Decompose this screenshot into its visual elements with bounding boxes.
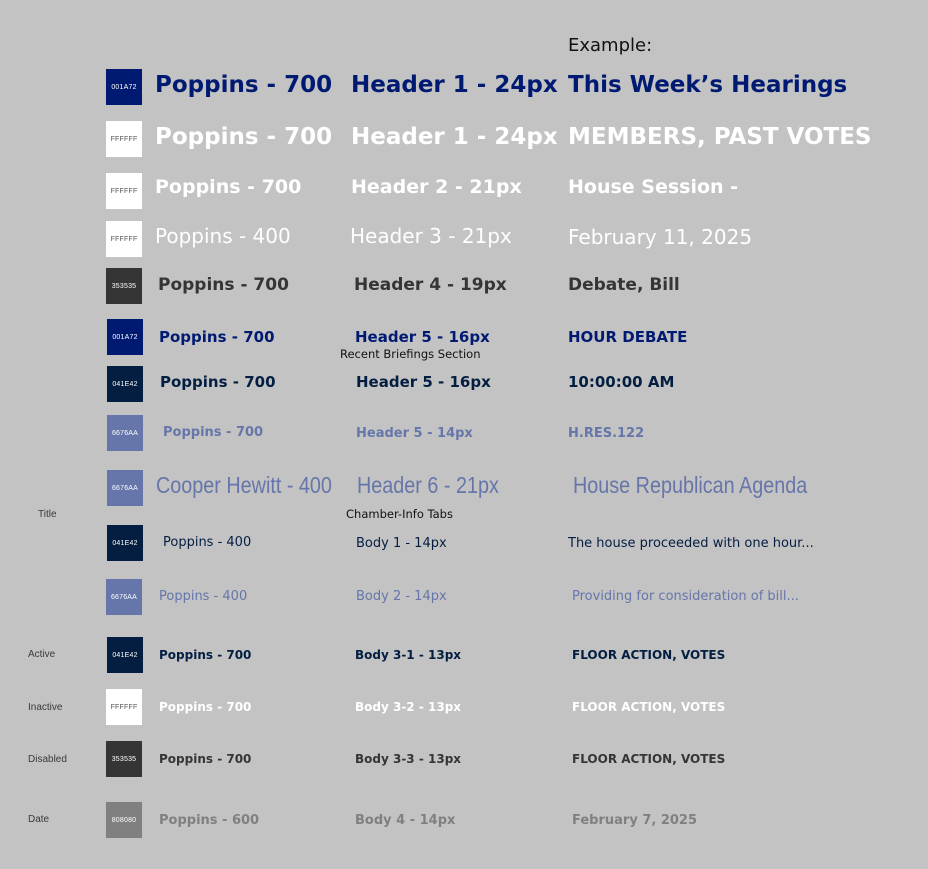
font-spec: Poppins - 700 xyxy=(158,275,289,295)
style-spec: Header 5 - 16px xyxy=(356,373,491,391)
side-label-inactive: Inactive xyxy=(28,702,63,713)
color-swatch-041e42: 041E42 xyxy=(107,637,143,673)
example-heading: Example: xyxy=(568,35,653,56)
color-swatch-ffffff: FFFFFF xyxy=(106,221,142,257)
example-text: HOUR DEBATE xyxy=(568,328,688,346)
style-spec: Header 6 - 21px xyxy=(357,472,499,498)
style-spec: Body 2 - 14px xyxy=(356,589,447,604)
side-label-disabled: Disabled xyxy=(28,754,67,765)
style-spec: Body 4 - 14px xyxy=(355,813,456,828)
example-text: H.RES.122 xyxy=(568,426,645,441)
font-spec: Poppins - 700 xyxy=(159,328,275,346)
font-spec: Cooper Hewitt - 400 xyxy=(156,472,332,498)
font-spec: Poppins - 400 xyxy=(159,589,248,604)
color-swatch-041e42: 041E42 xyxy=(107,525,143,561)
font-spec: Poppins - 700 xyxy=(160,373,276,391)
style-spec: Body 3-1 - 13px xyxy=(355,648,462,662)
font-spec: Poppins - 700 xyxy=(155,176,302,198)
color-swatch-001a72: 001A72 xyxy=(107,319,143,355)
style-spec: Header 5 - 14px xyxy=(356,426,473,441)
color-swatch-ffffff: FFFFFF xyxy=(106,173,142,209)
color-swatch-ffffff: FFFFFF xyxy=(106,121,142,157)
font-spec: Poppins - 700 xyxy=(159,648,252,662)
style-spec: Body 1 - 14px xyxy=(356,536,447,551)
example-text: FLOOR ACTION, VOTES xyxy=(572,648,726,662)
style-spec: Header 1 - 24px xyxy=(351,72,558,98)
side-label-active: Active xyxy=(28,649,56,660)
font-spec: Poppins - 700 xyxy=(155,124,333,150)
example-text: Debate, Bill xyxy=(568,275,680,295)
example-text: House Session - xyxy=(568,176,739,198)
font-spec: Poppins - 700 xyxy=(159,700,252,714)
font-spec: Poppins - 700 xyxy=(155,72,333,98)
font-spec: Poppins - 700 xyxy=(163,425,264,440)
font-spec: Poppins - 600 xyxy=(159,813,260,828)
font-spec: Poppins - 400 xyxy=(163,535,252,550)
style-spec: Header 1 - 24px xyxy=(351,124,558,150)
style-spec: Header 2 - 21px xyxy=(351,176,522,198)
color-swatch-353535: 353535 xyxy=(106,741,142,777)
color-swatch-041e42: 041E42 xyxy=(107,366,143,402)
style-spec: Body 3-3 - 13px xyxy=(355,752,462,766)
color-swatch-ffffff: FFFFFF xyxy=(106,689,142,725)
example-text: MEMBERS, PAST VOTES xyxy=(568,124,872,150)
usage-note: Chamber-Info Tabs xyxy=(346,507,453,521)
style-spec: Body 3-2 - 13px xyxy=(355,700,462,714)
color-swatch-6676aa: 6676AA xyxy=(107,470,143,506)
style-spec: Header 5 - 16px xyxy=(355,328,490,346)
style-spec: Header 3 - 21px xyxy=(350,224,512,248)
side-label-title: Title xyxy=(38,509,57,520)
example-text: February 7, 2025 xyxy=(572,813,698,828)
example-text: FLOOR ACTION, VOTES xyxy=(572,700,726,714)
color-swatch-6676aa: 6676AA xyxy=(106,579,142,615)
side-label-date: Date xyxy=(28,814,50,825)
color-swatch-6676aa: 6676AA xyxy=(107,415,143,451)
example-text: This Week’s Hearings xyxy=(568,72,848,98)
font-spec: Poppins - 400 xyxy=(155,224,291,248)
usage-note: Recent Briefings Section xyxy=(340,347,481,361)
example-text: House Republican Agenda xyxy=(573,472,808,498)
example-text: FLOOR ACTION, VOTES xyxy=(572,752,726,766)
color-swatch-353535: 353535 xyxy=(106,268,142,304)
font-spec: Poppins - 700 xyxy=(159,752,252,766)
example-text: February 11, 2025 xyxy=(568,225,753,249)
style-spec: Header 4 - 19px xyxy=(354,275,507,295)
color-swatch-001a72: 001A72 xyxy=(106,69,142,105)
example-text: The house proceeded with one hour... xyxy=(568,536,814,551)
example-text: 10:00:00 AM xyxy=(568,373,675,391)
color-swatch-808080: 808080 xyxy=(106,802,142,838)
example-text: Providing for consideration of bill... xyxy=(572,589,799,604)
